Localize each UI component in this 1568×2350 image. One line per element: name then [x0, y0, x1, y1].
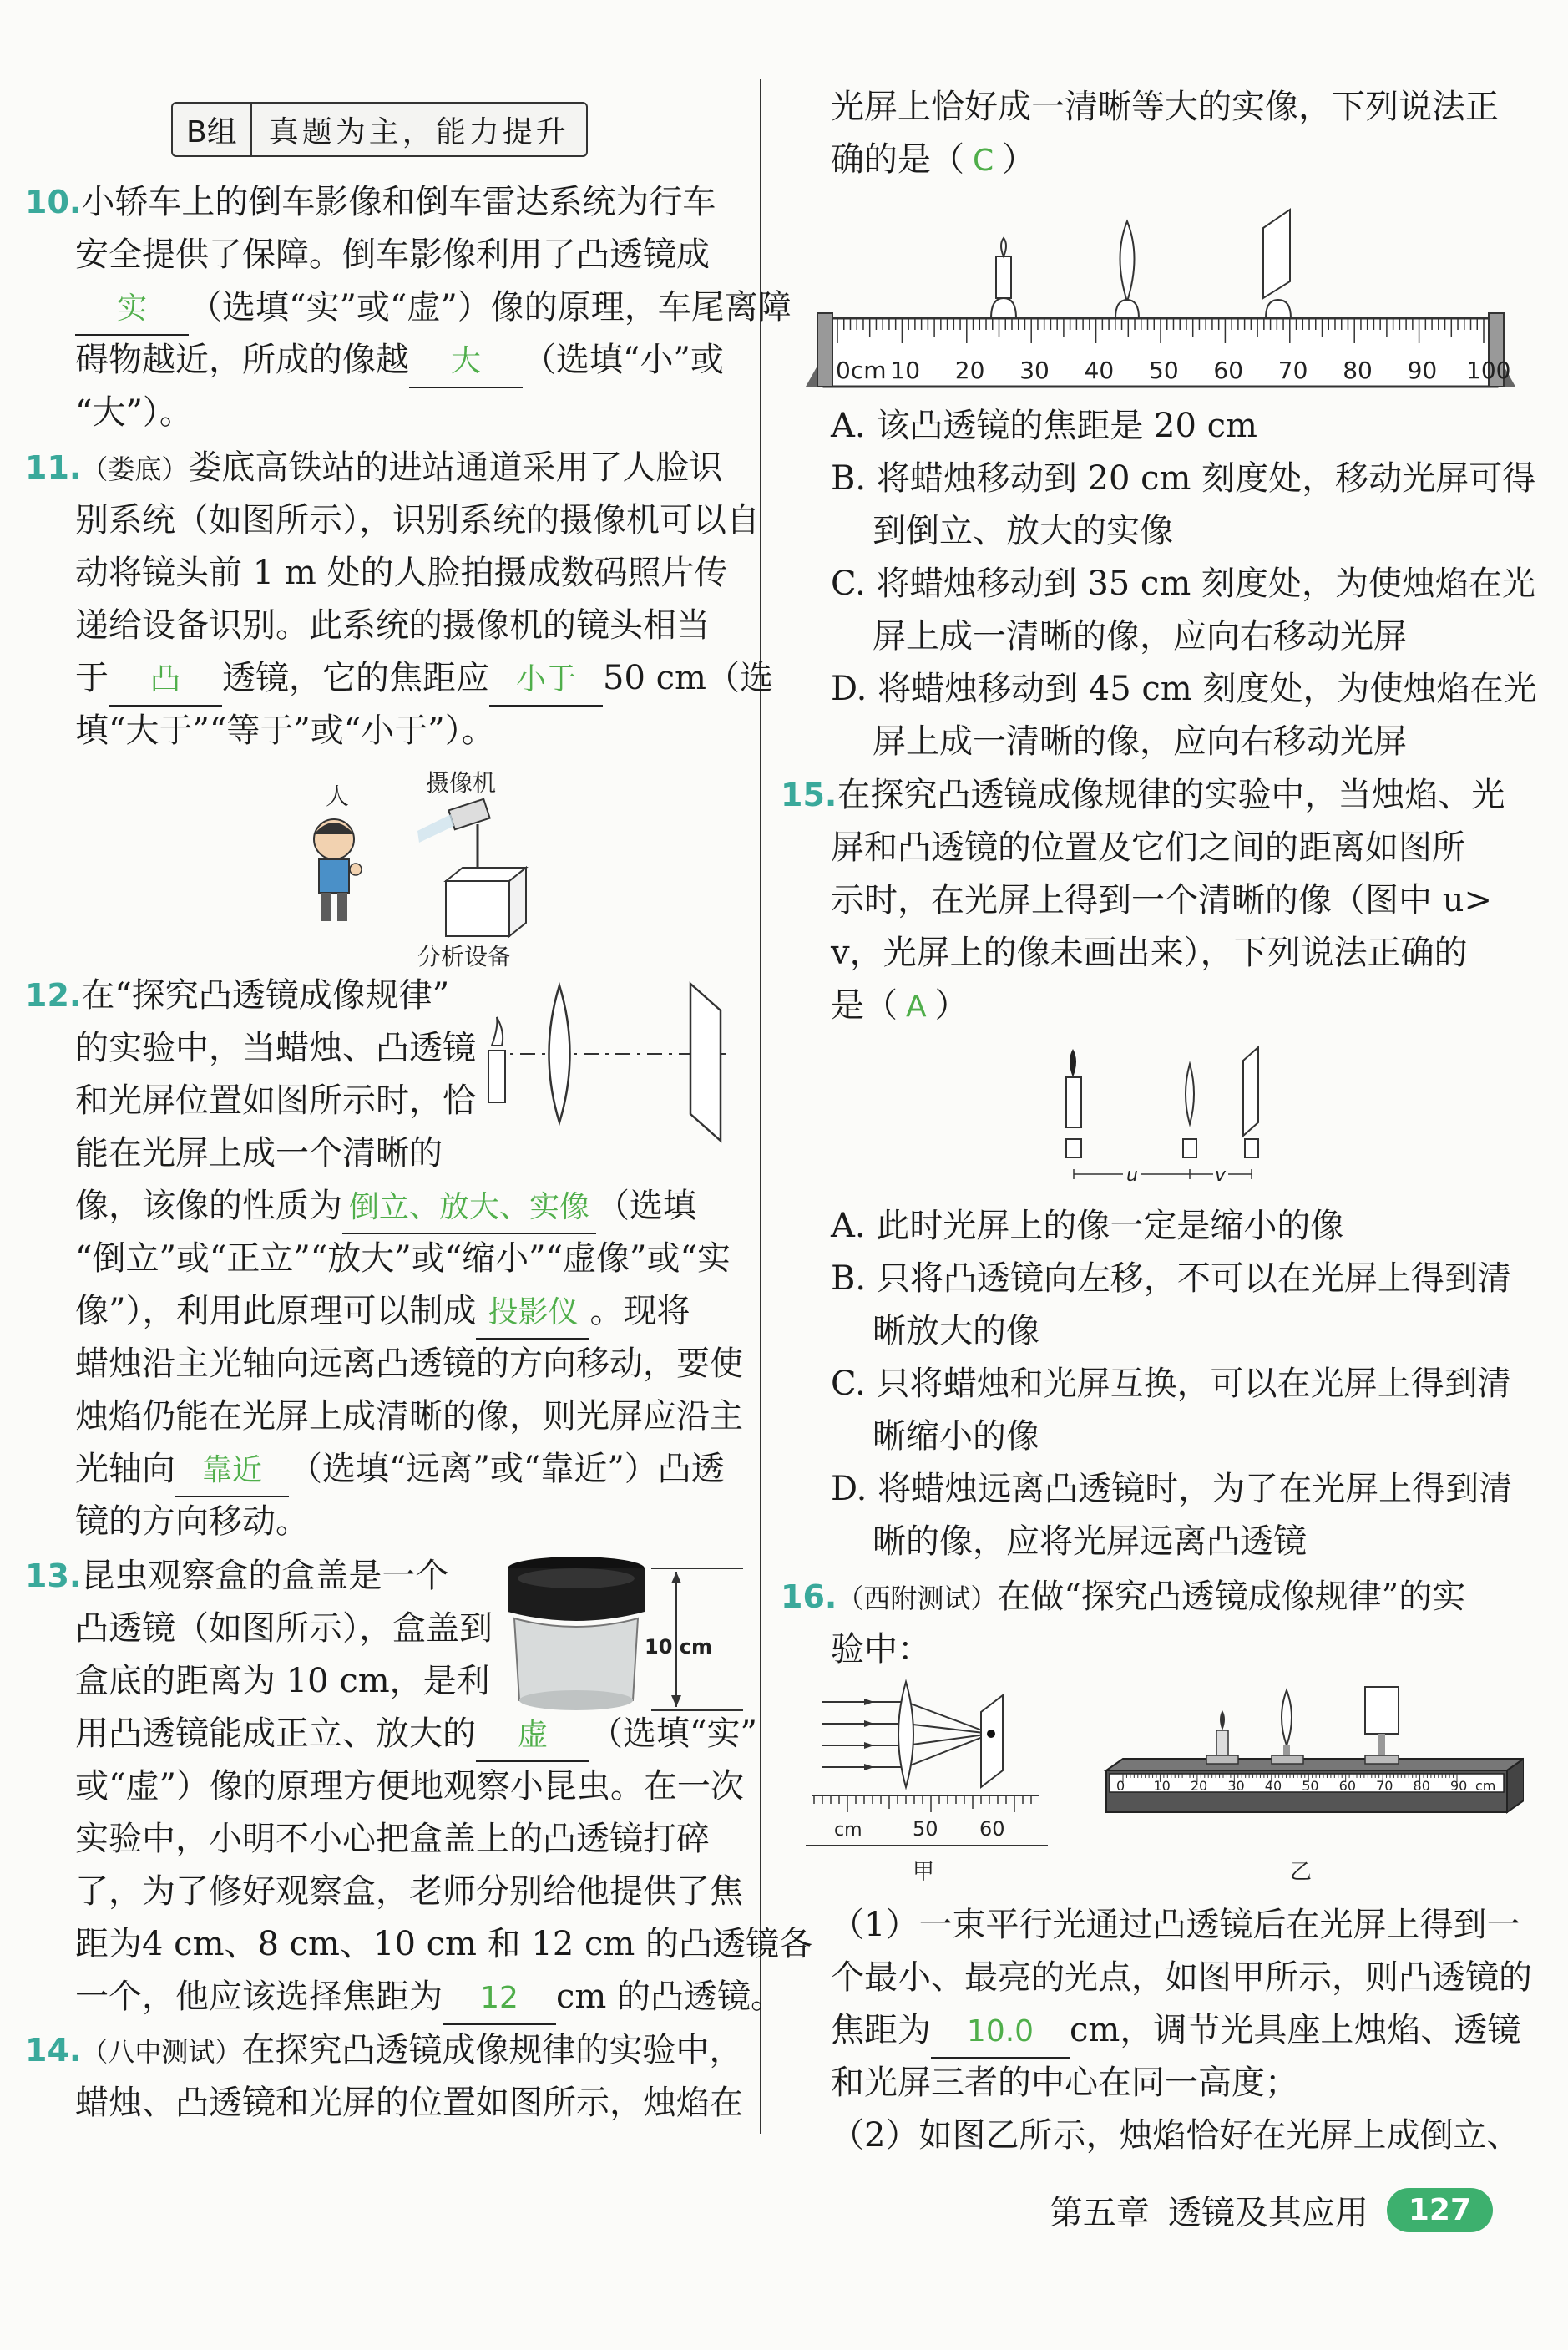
answer-blank: 10.0: [931, 2007, 1070, 2059]
candle-holder: [991, 238, 1016, 318]
source-tag: （娄底）: [81, 453, 189, 485]
answer-blank: 靠近: [175, 1446, 289, 1497]
ruler-label: 80: [1343, 357, 1373, 384]
label-device: 分析设备: [417, 943, 512, 969]
screen-holder: [1263, 210, 1291, 318]
candle-icon: [488, 1017, 505, 1102]
answer-blank: 投影仪: [476, 1288, 589, 1340]
person-icon: [314, 819, 362, 921]
chapter-title: 透镜及其应用: [1167, 2194, 1368, 2232]
camera-icon: [417, 799, 490, 873]
group-header: [171, 102, 588, 157]
ruler-label: 50: [1302, 1778, 1319, 1794]
face-recognition-figure: [292, 764, 543, 969]
question-number: 14.: [25, 2032, 82, 2069]
answer-blank: 实: [75, 284, 189, 336]
question-number: 12.: [25, 977, 82, 1014]
ruler-label: 0cm: [836, 357, 887, 384]
v-label: v: [1215, 1165, 1227, 1186]
ruler-label: 30: [1227, 1778, 1245, 1794]
question-number: 16.: [781, 1578, 837, 1615]
focal-length-figure-a: [806, 1679, 1056, 1896]
ruler-label: 20: [1190, 1778, 1208, 1794]
ruler-label: 10: [1153, 1778, 1171, 1794]
question-number: 11.: [25, 449, 82, 486]
page-number: 127: [1387, 2188, 1493, 2232]
answer-blank: 倒立、放大、实像: [342, 1183, 596, 1234]
ruler-label-60: 60: [979, 1817, 1005, 1841]
ruler-label: cm: [1475, 1778, 1496, 1794]
page-footer: [1050, 2186, 1493, 2234]
ruler-label: 20: [954, 357, 985, 384]
question-number: 10.: [25, 184, 82, 220]
ruler-label-50: 50: [913, 1817, 938, 1841]
ruler-label: 50: [1149, 357, 1179, 384]
chapter-label: 第五章: [1049, 2194, 1150, 2232]
answer-blank: 12: [443, 1973, 556, 2025]
insect-box-figure: [501, 1553, 747, 1720]
answer-blank: 凸: [109, 655, 222, 707]
question-number: 15.: [781, 777, 837, 813]
ruler-label: 30: [1019, 357, 1050, 384]
answer-blank: 小于: [489, 655, 603, 707]
device-box-icon: [446, 868, 526, 936]
u-v-distance-figure: [1048, 1036, 1265, 1203]
candle-lens-screen-figure: [472, 977, 739, 1161]
u-label: u: [1126, 1165, 1138, 1186]
convex-lens-icon: [549, 985, 570, 1122]
ruler-label: 90: [1407, 357, 1438, 384]
ruler-unit: cm: [834, 1820, 862, 1841]
group-title: 真题为主，能力提升: [268, 114, 569, 149]
ruler-label: 80: [1413, 1778, 1430, 1794]
ruler-label: 70: [1376, 1778, 1393, 1794]
ruler-label: 90: [1450, 1778, 1468, 1794]
label-camera: 摄像机: [426, 769, 497, 797]
optical-bench-figure-b: [1090, 1679, 1524, 1896]
question-number: 13.: [25, 1557, 82, 1594]
ruler-label: 0: [1116, 1778, 1125, 1794]
ruler-label: 70: [1277, 357, 1308, 384]
figure-b-caption: 乙: [1290, 1860, 1313, 1885]
ruler-label: 60: [1338, 1778, 1357, 1794]
ruler-label: 60: [1213, 357, 1244, 384]
ruler-label: 40: [1264, 1778, 1282, 1794]
column-divider: [760, 79, 761, 2134]
ruler-label: 10: [890, 357, 921, 384]
optical-bench-figure: [806, 205, 1515, 397]
answer-choice: A: [906, 990, 927, 1024]
group-label: B组: [173, 104, 252, 155]
source-tag: （八中测试）: [81, 2036, 242, 2068]
answer-blank: 大: [409, 337, 523, 388]
screen-icon: [690, 984, 721, 1141]
label-person: 人: [326, 782, 350, 810]
ruler-label: 40: [1084, 357, 1115, 384]
distance-label: 10 cm: [645, 1635, 712, 1659]
figure-a-caption: 甲: [913, 1860, 935, 1885]
answer-choice: C: [973, 144, 994, 178]
lens-holder: [1115, 221, 1139, 318]
answer-blank: 虚: [476, 1710, 589, 1762]
ruler-label: 100: [1466, 357, 1511, 384]
source-tag: （西附测试）: [837, 1583, 998, 1614]
